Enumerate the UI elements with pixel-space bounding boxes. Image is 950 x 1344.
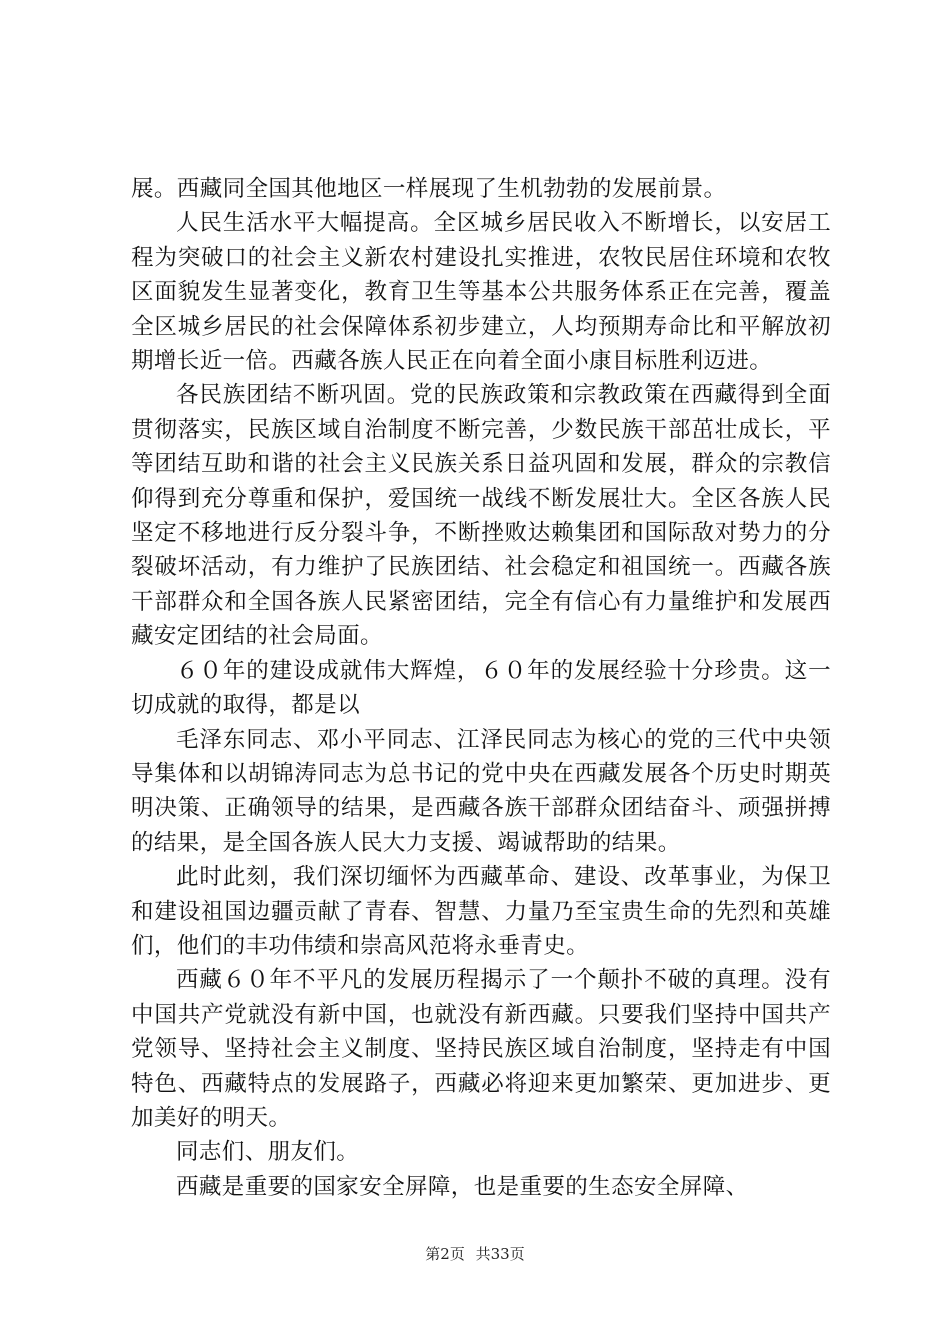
- page-total: 共33页: [475, 1245, 525, 1263]
- document-body: [131, 172, 831, 1204]
- paragraph-2: 人民生活水平大幅提高。全区城乡居民收入不断增长，以安居工程为突破口的社会主义新农村建设扎实推进，农牧民居住环境和农牧区面貌发生显著变化，教育卫生等基本公共服务体系正在完善，覆盖全区城乡居民的社会保障体系初步建立，人均预期寿命比和平解放初期增长近一倍。西藏各族人民正在向着全面小康目标胜利迈进。: [131, 210, 831, 375]
- page-footer: [0, 1243, 950, 1264]
- page-number: 第2页: [425, 1245, 465, 1263]
- paragraph-4: ６０年的建设成就伟大辉煌，６０年的发展经验十分珍贵。这一切成就的取得，都是以: [131, 657, 831, 719]
- paragraph-3: 各民族团结不断巩固。党的民族政策和宗教政策在西藏得到全面贯彻落实，民族区域自治制度不断完善，少数民族干部茁壮成长，平等团结互助和谐的社会主义民族关系日益巩固和发展，群众的宗教信仰得到充分尊重和保护，爱国统一战线不断发展壮大。全区各族人民坚定不移地进行反分裂斗争，不断挫败达赖集团和国际敌对势力的分裂破坏活动，有力维护了民族团结、社会稳定和祖国统一。西藏各族干部群众和全国各族人民紧密团结，完全有信心有力量维护和发展西藏安定团结的社会局面。: [131, 382, 831, 650]
- paragraph-7: 西藏６０年不平凡的发展历程揭示了一个颠扑不破的真理。没有中国共产党就没有新中国，也就没有新西藏。只要我们坚持中国共产党领导、坚持社会主义制度、坚持民族区域自治制度，坚持走有中国特色、西藏特点的发展路子，西藏必将迎来更加繁荣、更加进步、更加美好的明天。: [131, 967, 831, 1131]
- paragraph-8: 同志们、朋友们。: [176, 1139, 360, 1166]
- paragraph-1: 展。西藏同全国其他地区一样展现了生机勃勃的发展前景。: [131, 176, 727, 202]
- paragraph-6: 此时此刻，我们深切缅怀为西藏革命、建设、改革事业，为保卫和建设祖国边疆贡献了青春、智慧、力量乃至宝贵生命的先烈和英雄们，他们的丰功伟绩和崇高风范将永垂青史。: [131, 864, 831, 959]
- paragraph-9: 西藏是重要的国家安全屏障，也是重要的生态安全屏障、: [176, 1173, 749, 1200]
- paragraph-5: 毛泽东同志、邓小平同志、江泽民同志为核心的党的三代中央领导集体和以胡锦涛同志为总书记的党中央在西藏发展各个历史时期英明决策、正确领导的结果，是西藏各族干部群众团结奋斗、顽强拼搏的结果，是全国各族人民大力支援、竭诚帮助的结果。: [131, 726, 831, 856]
